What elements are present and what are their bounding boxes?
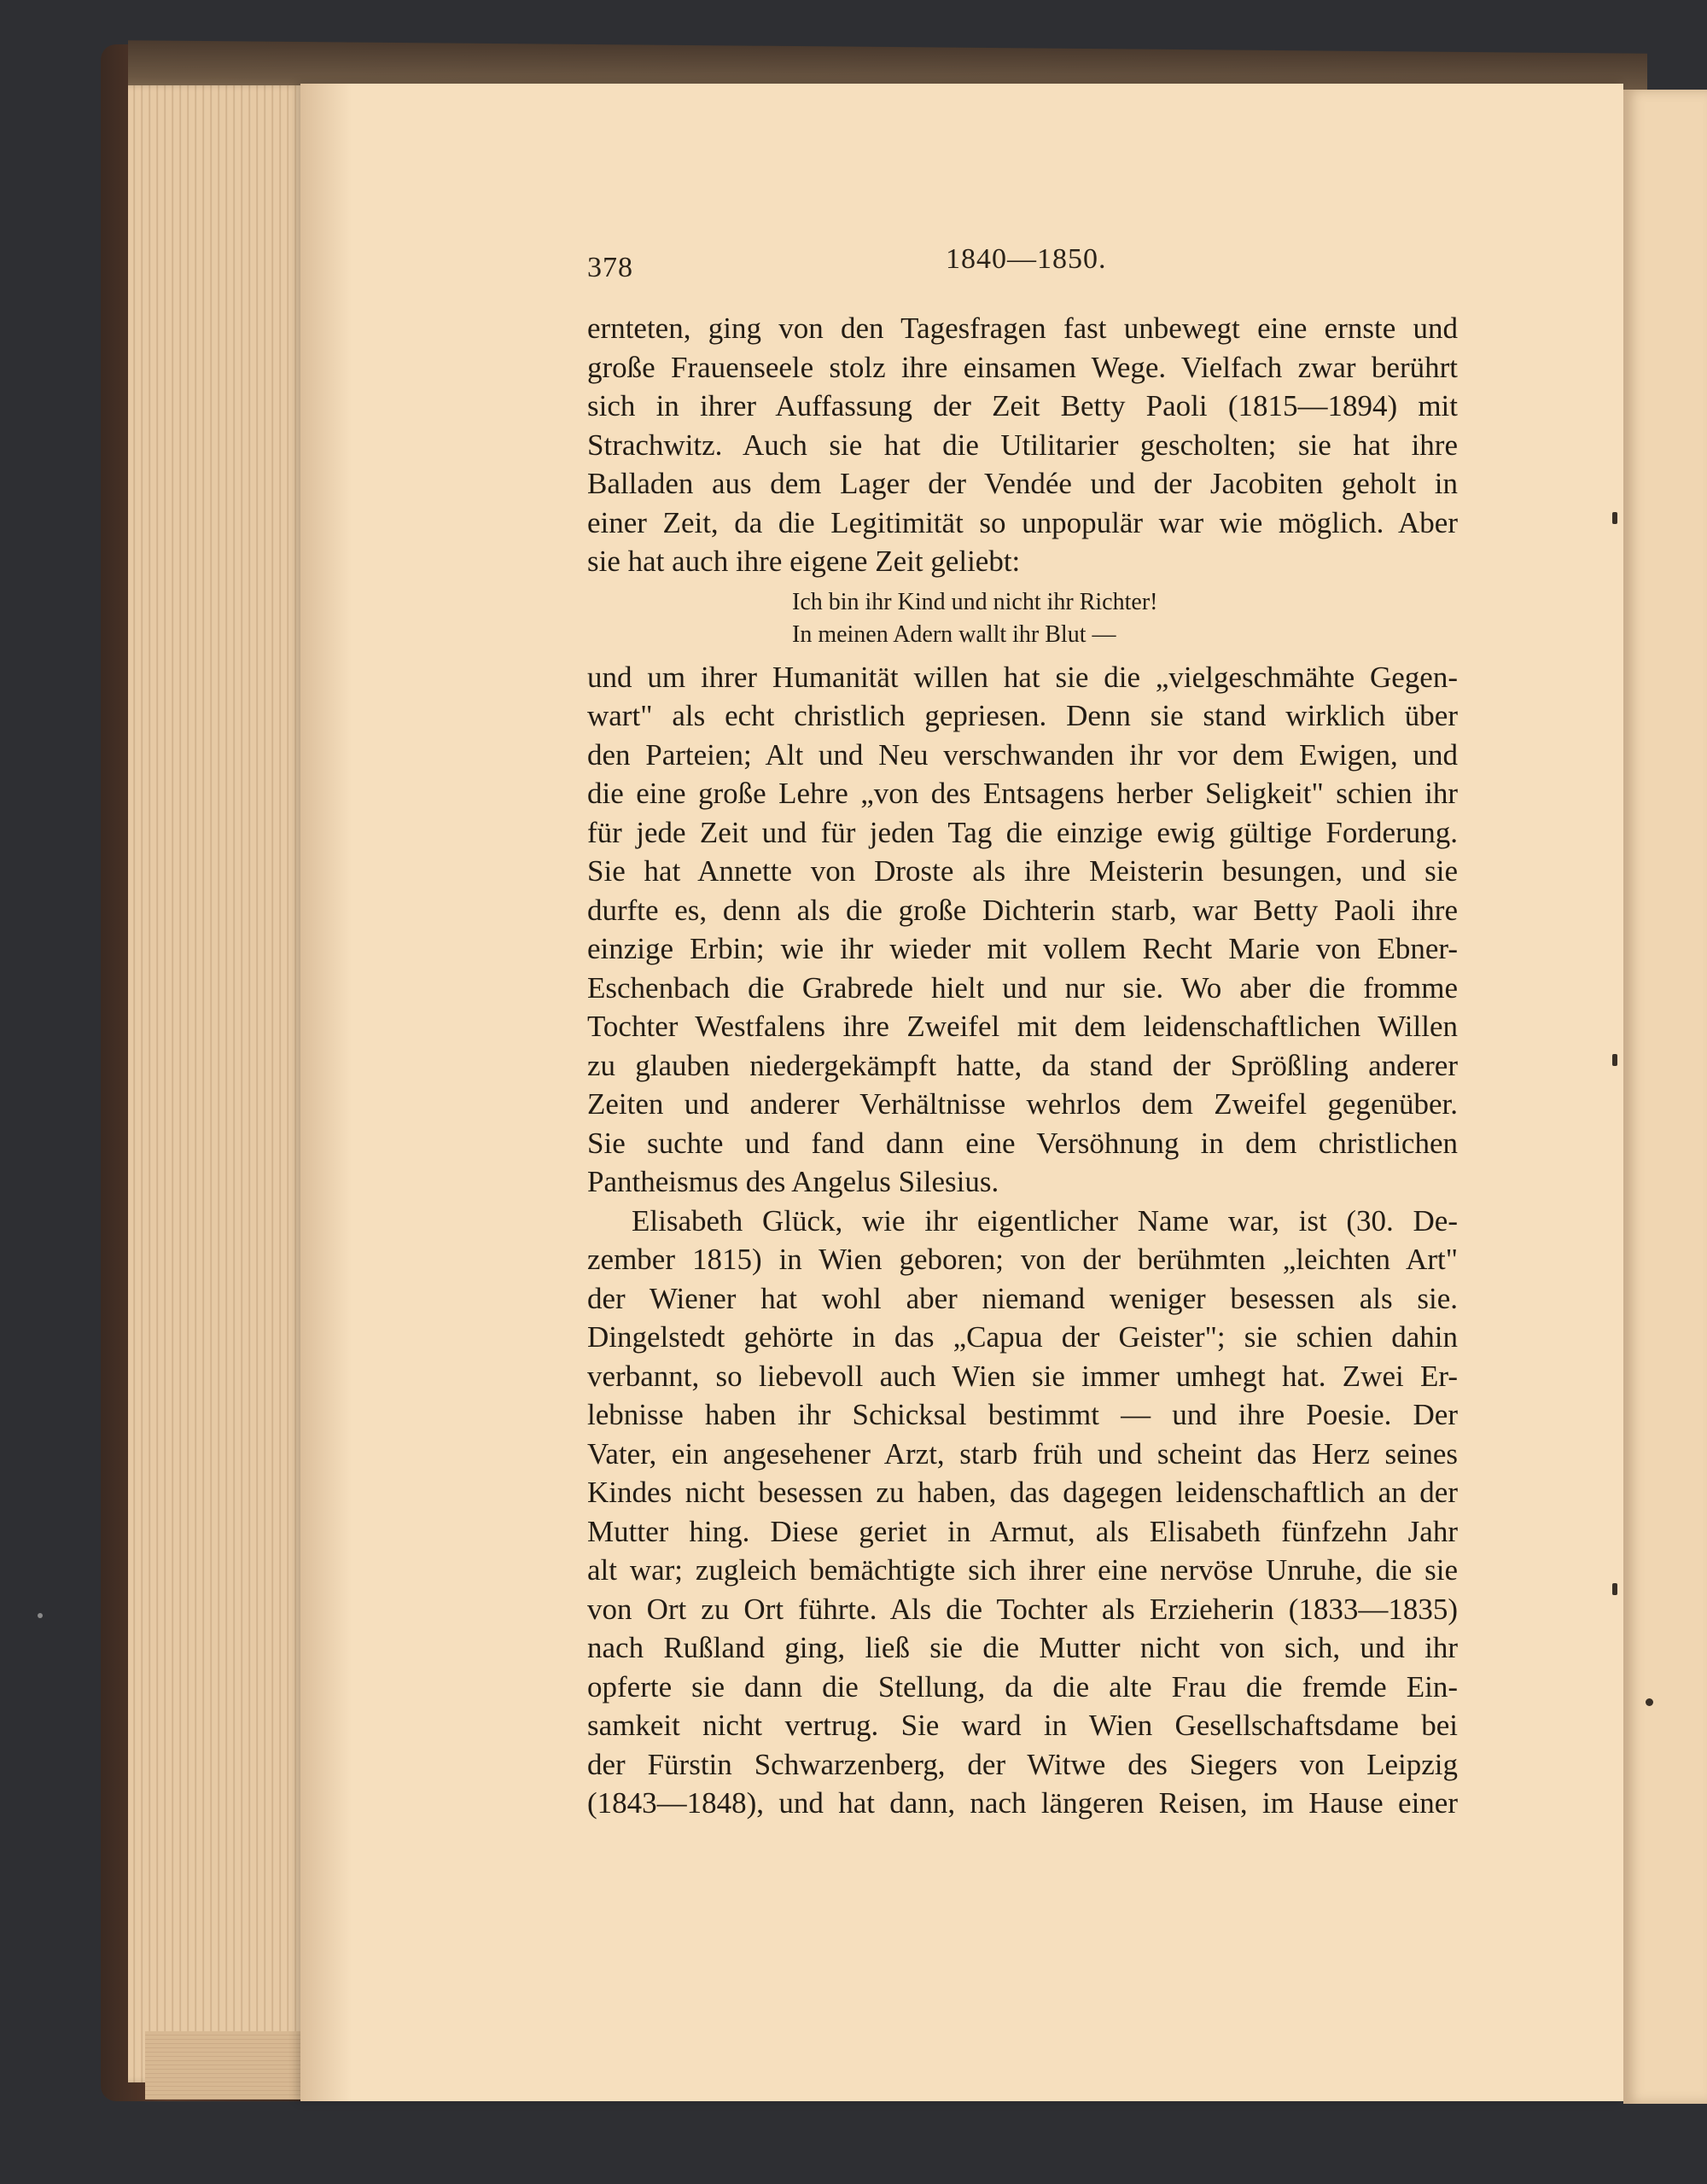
paragraph [587, 309, 1458, 581]
page-edges-bottom [145, 2031, 324, 2100]
paragraph [587, 658, 1458, 1202]
margin-mark [1612, 1583, 1617, 1595]
text-line: einer Zeit, da die Legitimität so unpopulär war wie möglich. Aber [587, 505, 1458, 539]
text-line: und um ihrer Humanität willen hat sie die „vielgeschmähte Gegen- [587, 660, 1458, 694]
text-line: zu glauben niedergekämpft hatte, da stand der Sprößling anderer [587, 1048, 1458, 1082]
text-line: den Parteien; Alt und Neu verschwanden ihr vor dem Ewigen, und [587, 737, 1458, 772]
text-line: Pantheismus des Angelus Silesius. [587, 1165, 999, 1198]
text-line: von Ort zu Ort führte. Als die Tochter als Erzieherin (1833—1835) [587, 1592, 1458, 1626]
text-line: Balladen aus dem Lager der Vendée und der Jacobiten geholt in [587, 467, 1458, 500]
text-line: opferte sie dann die Stellung, da die alte Frau die fremde Ein- [587, 1669, 1458, 1704]
text-line: (1843—1848), und hat dann, nach längeren Reisen, im Hause einer [587, 1786, 1458, 1820]
text-line: nach Rußland ging, ließ sie die Mutter nicht von sich, und ihr [587, 1631, 1458, 1664]
text-line: Kindes nicht besessen zu haben, das dagegen leidenschaftlich an der [587, 1476, 1458, 1509]
text-line: ernteten, ging von den Tagesfragen fast unbewegt eine ernste und [587, 312, 1458, 345]
running-head-title: 1840—1850. [946, 243, 1107, 275]
text-line: Tochter Westfalens ihre Zweifel mit dem leidenschaftlichen Willen [587, 1010, 1458, 1043]
verse-quote [587, 586, 1458, 651]
text-line: der Fürstin Schwarzenberg, der Witwe des Siegers von Leipzig [587, 1747, 1458, 1781]
text-line: Mutter hing. Diese geriet in Armut, als Elisabeth fünfzehn Jahr [587, 1514, 1458, 1548]
facing-page-edge [1623, 90, 1707, 2104]
page-edges [128, 85, 316, 2082]
text-line: durfte es, denn als die große Dichterin starb, war Betty Paoli ihre [587, 893, 1458, 927]
text-line: sie hat auch ihre eigene Zeit geliebt: [587, 545, 1021, 578]
text-line: Strachwitz. Auch sie hat die Utilitarier gescholten; sie hat ihre [587, 428, 1458, 462]
dust-speck [38, 1613, 43, 1618]
text-line: große Frauenseele stolz ihre einsamen Wege. Vielfach zwar berührt [587, 350, 1458, 384]
text-line: die eine große Lehre „von des Entsagens herber Seligkeit" schien ihr [587, 777, 1458, 810]
verse-line: Ich bin ihr Kind und nicht ihr Richter! [792, 588, 1158, 615]
margin-mark [1612, 512, 1617, 524]
text-line: sich in ihrer Auffassung der Zeit Betty Paoli (1815—1894) mit [587, 389, 1458, 422]
text-line: für jede Zeit und für jeden Tag die einzige ewig gültige Forderung. [587, 815, 1458, 849]
verse-line: In meinen Adern wallt ihr Blut — [792, 620, 1116, 648]
text-line: einzige Erbin; wie ihr wieder mit vollem Recht Marie von Ebner- [587, 932, 1458, 965]
text-line: Sie hat Annette von Droste als ihre Meisterin besungen, und sie [587, 854, 1458, 888]
page-number: 378 [587, 252, 633, 283]
text-line: Elisabeth Glück, wie ihr eigentlicher Name war, ist (30. De- [632, 1203, 1458, 1238]
running-head [587, 243, 1458, 294]
text-line: samkeit nicht vertrug. Sie ward in Wien Gesellschaftsdame bei [587, 1709, 1458, 1742]
text-line: der Wiener hat wohl aber niemand weniger besessen als sie. [587, 1281, 1458, 1315]
text-line: Vater, ein angesehener Arzt, starb früh und scheint das Herz seines [587, 1436, 1458, 1471]
margin-mark [1612, 1054, 1617, 1066]
paragraph [587, 1202, 1458, 1823]
text-line: Eschenbach die Grabrede hielt und nur sie. Wo aber die fromme [587, 970, 1458, 1005]
text-line: lebnisse haben ihr Schicksal bestimmt — und ihre Poesie. Der [587, 1398, 1458, 1431]
text-line: wart" als echt christlich gepriesen. Denn sie stand wirklich über [587, 699, 1458, 732]
text-line: Sie suchte und fand dann eine Versöhnung in dem christlichen [587, 1126, 1458, 1160]
body-text [587, 309, 1458, 1823]
text-line: zember 1815) in Wien geboren; von der berühmten „leichten Art" [587, 1243, 1458, 1276]
text-line: alt war; zugleich bemächtigte sich ihrer eine nervöse Unruhe, die sie [587, 1553, 1458, 1587]
margin-mark [1646, 1698, 1653, 1706]
text-line: verbannt, so liebevoll auch Wien sie immer umhegt hat. Zwei Er- [587, 1359, 1458, 1393]
text-line: Zeiten und anderer Verhältnisse wehrlos dem Zweifel gegenüber. [587, 1087, 1458, 1121]
text-line: Dingelstedt gehörte in das „Capua der Geister"; sie schien dahin [587, 1320, 1458, 1354]
